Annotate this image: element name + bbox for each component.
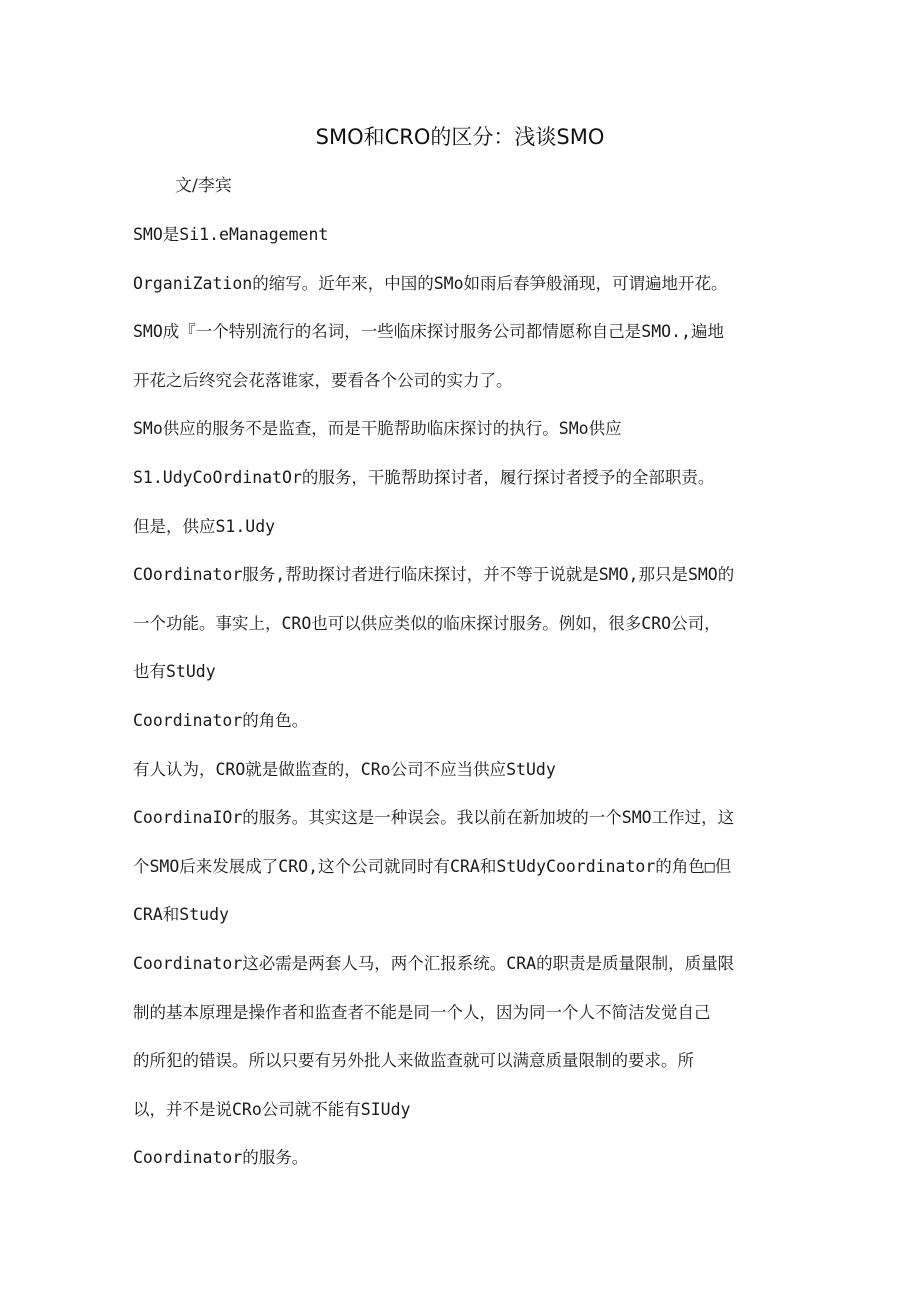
text-line: 个SMO后来发展成了CRO,这个公司就同时有CRA和StUdyCoordinator的角色□但 <box>133 856 732 876</box>
text-line: 但是，供应S1.Udy <box>133 516 276 536</box>
text-line: CRA和Study <box>133 905 229 925</box>
text-line: CoordinaIOr的服务。其实这是一种误会。我以前在新加坡的一个SMO工作过，这 <box>133 808 735 828</box>
text-line: Coordinator的服务。 <box>133 1148 309 1168</box>
text-line: SMO成『一个特别流行的名词，一些临床探讨服务公司都情愿称自己是SMO.,遍地 <box>133 322 724 342</box>
text-line: SMO是Si1.eManagement <box>133 225 329 244</box>
text-line: Coordinator的角色。 <box>133 710 309 730</box>
author-byline: 文/李宾 <box>175 176 232 196</box>
text-line: S1.UdyCoOrdinatOr的服务，干脆帮助探讨者，履行探讨者授予的全部职责。 <box>133 467 715 487</box>
text-line: 也有StUdy <box>133 662 216 682</box>
text-line: COordinator服务,帮助探讨者进行临床探讨，并不等于说就是SMO,那只是SMO的 <box>133 565 735 585</box>
document-body <box>133 219 789 1191</box>
text-line: OrganiZation的缩写。近年来，中国的SMo如雨后春笋般涌现，可谓遍地开花。 <box>133 273 728 293</box>
document-title: SMO和CRO的区分：浅谈SMO <box>315 125 605 149</box>
text-line: 一个功能。事实上，CRO也可以供应类似的临床探讨服务。例如，很多CRO公司， <box>133 613 721 633</box>
text-line: Coordinator这必需是两套人马，两个汇报系统。CRA的职责是质量限制，质量限 <box>133 953 735 973</box>
text-line: 有人认为，CRO就是做监查的，CRo公司不应当供应StUdy <box>133 759 556 779</box>
text-line: 以，并不是说CRo公司就不能有SIUdy <box>133 1099 411 1119</box>
text-line: SMo供应的服务不是监查，而是干脆帮助临床探讨的执行。SMo供应 <box>133 419 622 439</box>
text-line: 的所犯的错误。所以只要有另外批人来做监查就可以满意质量限制的要求。所 <box>133 1051 694 1071</box>
text-line: 制的基本原理是操作者和监查者不能是同一个人，因为同一个人不简洁发觉自己 <box>133 1002 711 1022</box>
text-line: 开花之后终究会花落谁家，要看各个公司的实力了。 <box>133 370 513 390</box>
